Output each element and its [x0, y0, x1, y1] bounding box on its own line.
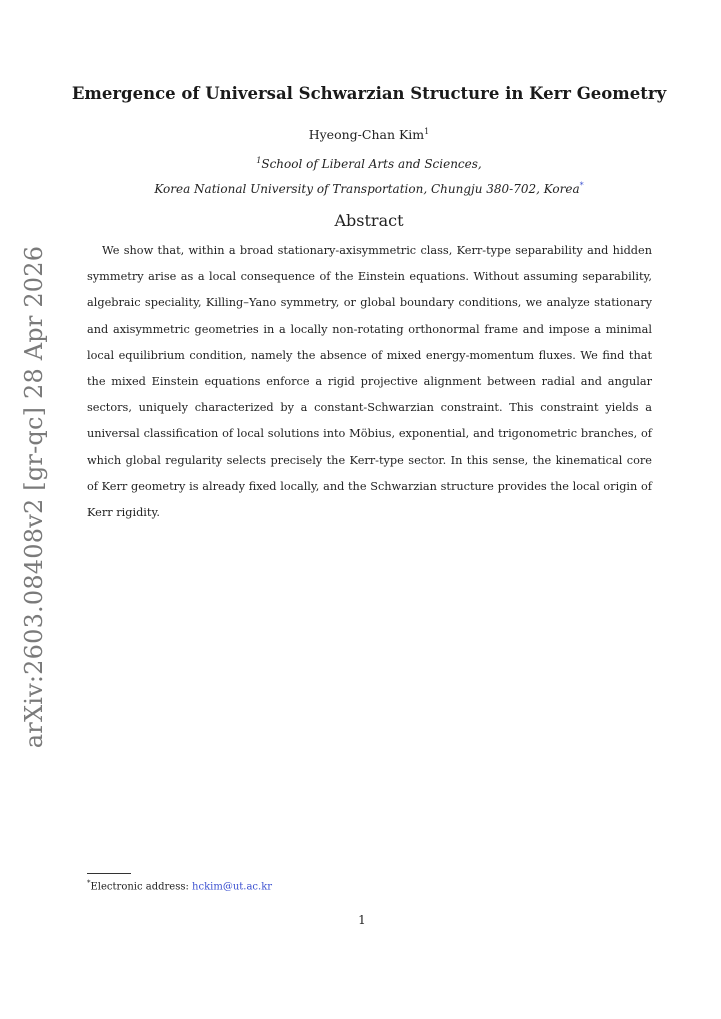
footnote-divider [87, 873, 131, 874]
abstract-text: We show that, within a broad stationary-axisymmetric class, Kerr-type separability and hidden symmetry arise as a local consequence of the Einstein equations. Without assuming separability, algebraic speciality, Killing–Yano symmetry, or global boundary conditions, we analyze stationary and axisymmetric geometries in a locally non-rotating orthonormal frame and impose a minimal local equilibrium condition, namely the absence of mixed energy-momentum fluxes. We find that the mixed Einstein equations enforce a rigid projective alignment between radial and angular sectors, uniquely characterized by a constant-Schwarzian constraint. This constraint yields a universal classification of local solutions into Möbius, exponential, and trigonometric branches, of which global regularity selects precisely the Kerr-type sector. In this sense, the kinematical core of Kerr geometry is already fixed locally, and the Schwarzian structure provides the local origin of Kerr rigidity. [87, 244, 652, 520]
arxiv-identifier: arXiv:2603.08408v2 [gr-qc] 28 Apr 2026 [20, 245, 48, 749]
footnote-link[interactable]: * [579, 181, 584, 190]
affiliation-mark: 1 [256, 156, 262, 165]
author-line [0, 127, 721, 142]
footnote-label: Electronic address: [90, 881, 193, 893]
page-number: 1 [358, 913, 366, 927]
author-name: Hyeong-Chan Kim [308, 127, 425, 143]
abstract-heading: Abstract [334, 211, 404, 230]
affiliation-line-2 [0, 181, 721, 196]
affiliation-line-1 [0, 156, 721, 171]
footnote [87, 879, 272, 892]
footnote-mark: * [87, 879, 91, 887]
affiliation-university: Korea National University of Transportation, Chungju 380-702, Korea [154, 182, 580, 196]
email-link[interactable]: hckim@ut.ac.kr [192, 881, 273, 893]
affiliation-school: School of Liberal Arts and Sciences, [261, 157, 482, 171]
author-affiliation-mark: 1 [424, 127, 430, 136]
paper-title: Emergence of Universal Schwarzian Structure in Kerr Geometry [71, 84, 667, 103]
